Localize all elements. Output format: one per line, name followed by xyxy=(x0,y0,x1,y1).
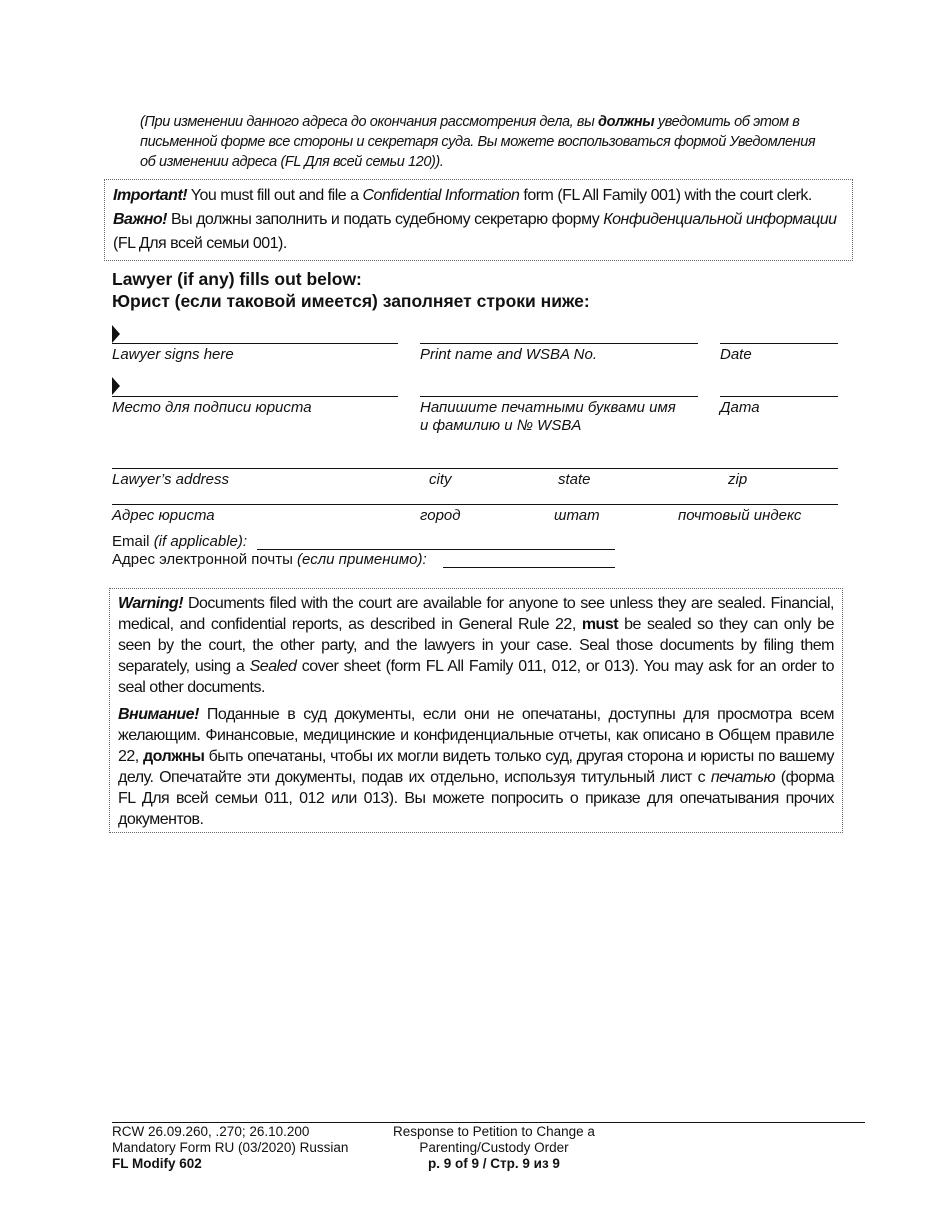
warning-en-label: Warning! xyxy=(118,595,184,612)
email-line-ru[interactable] xyxy=(443,567,615,568)
important-ru-label: Важно! xyxy=(113,211,167,228)
lawyer-signature-line-ru[interactable] xyxy=(112,396,398,397)
footer-left xyxy=(112,1124,348,1172)
footer-title-2: Parenting/Custody Order xyxy=(419,1140,569,1155)
print-name-line-ru[interactable] xyxy=(420,396,698,397)
note-bold: должны xyxy=(598,114,655,130)
important-en xyxy=(113,184,844,208)
lawyer-heading-ru: Юрист (если таковой имеется) заполняет строки ниже: xyxy=(112,291,590,311)
important-en-text2: form (FL All Family 001) with the court clerk. xyxy=(519,187,812,204)
warning-ru-text1: Поданные в суд документы, если они не опечатаны, доступны для просмотра всем желающим. Финансовые, медицинские и конфиденциальные отчеты, как описано в Общем правиле 22, xyxy=(118,706,834,765)
footer-title-1: Response to Petition to Change a xyxy=(393,1124,595,1139)
note-text-1: (При изменении данного адреса до окончания рассмотрения дела, вы xyxy=(140,114,598,130)
date-line-ru[interactable] xyxy=(720,396,838,397)
sign-here-arrow-icon xyxy=(112,325,120,343)
warning-en-bold: must xyxy=(581,616,619,633)
warning-en-italic: Sealed xyxy=(249,658,297,675)
state-label-ru: штат xyxy=(554,507,600,524)
footer-rule xyxy=(112,1122,865,1123)
lawyer-section-heading xyxy=(112,268,590,312)
warning-notice-box xyxy=(109,588,843,833)
important-notice-box xyxy=(104,179,853,261)
lawyer-address-label-ru: Адрес юриста xyxy=(112,507,215,524)
warning-en xyxy=(118,593,834,698)
footer-rcw: RCW 26.09.260, .270; 26.10.200 xyxy=(112,1124,310,1139)
lawyer-signs-here-label-ru: Место для подписи юриста xyxy=(112,399,312,416)
important-ru-text2: (FL Для всей семьи 001). xyxy=(113,235,287,252)
warning-ru-bold: должны xyxy=(143,748,205,765)
print-name-label: Print name and WSBA No. xyxy=(420,346,598,363)
lawyer-address-line-ru[interactable] xyxy=(112,504,838,505)
footer-center xyxy=(380,1124,608,1172)
warning-ru xyxy=(118,704,834,830)
footer-page-number: p. 9 of 9 / Стр. 9 из 9 xyxy=(428,1156,560,1171)
note-text-2: уведомить об этом в письменной форме все стороны и секретаря суда. Вы можете воспользоваться формой Уведомления об изменении адреса (FL Для всей семьи 120)). xyxy=(140,114,816,170)
date-line[interactable] xyxy=(720,343,838,344)
email-en-italic: (if applicable): xyxy=(153,533,248,550)
city-label-ru: город xyxy=(420,507,461,524)
lawyer-address-line[interactable] xyxy=(112,468,838,469)
important-ru-italic: Конфиденциальной информации xyxy=(603,211,837,228)
important-ru-text1: Вы должны заполнить и подать судебному секретарю форму xyxy=(167,211,604,228)
date-label: Date xyxy=(720,346,752,363)
email-line[interactable] xyxy=(257,549,615,550)
warning-ru-text2: быть опечатаны, чтобы их могли видеть только суд, другая сторона и юристы по вашему делу. Опечатайте эти документы, подав их отдельно, используя титульный лист с xyxy=(118,748,834,786)
email-en-text: Email xyxy=(112,533,154,550)
warning-ru-italic: печатью xyxy=(710,769,776,786)
print-name-label-ru xyxy=(420,399,676,435)
state-label: state xyxy=(558,471,591,488)
email-label-en xyxy=(112,533,247,551)
date-label-ru: Дата xyxy=(720,399,760,416)
warning-ru-text3: (форма FL Для всей семьи 011, 012 или 013). Вы можете попросить о приказе для опечатывания прочих документов. xyxy=(118,769,834,828)
lawyer-address-label: Lawyer’s address xyxy=(112,471,230,488)
footer-form-id: FL Modify 602 xyxy=(112,1156,202,1171)
print-name-ru-line2: и фамилию и № WSBA xyxy=(420,417,582,434)
sign-here-arrow-icon-ru xyxy=(112,377,120,395)
warning-ru-label: Внимание! xyxy=(118,706,199,723)
warning-en-text3: cover sheet (form FL All Family 011, 012, or 013). You may ask for an order to seal other documents. xyxy=(118,658,834,696)
important-en-label: Important! xyxy=(113,187,188,204)
print-name-line[interactable] xyxy=(420,343,698,344)
lawyer-signature-line[interactable] xyxy=(112,343,398,344)
email-label-ru xyxy=(112,551,427,569)
warning-en-text1: Documents filed with the court are available for anyone to see unless they are sealed. Financial, medical, and confidential reports, as described in General Rule 22, xyxy=(118,595,834,633)
address-change-note xyxy=(140,112,820,172)
email-ru-italic: (если применимо): xyxy=(297,551,427,568)
lawyer-signs-here-label: Lawyer signs here xyxy=(112,346,234,363)
important-en-text1: You must fill out and file a xyxy=(187,187,363,204)
email-ru-text: Адрес электронной почты xyxy=(112,551,298,568)
important-en-italic: Confidential Information xyxy=(362,187,520,204)
footer-form-info: Mandatory Form RU (03/2020) Russian xyxy=(112,1140,349,1155)
lawyer-heading-en: Lawyer (if any) fills out below: xyxy=(112,269,362,289)
warning-en-text2: be sealed so they can only be seen by the court, the other party, and the lawyers in your case. Seal those documents by filing them separately, using a xyxy=(118,616,834,675)
print-name-ru-line1: Напишите печатными буквами имя xyxy=(420,399,676,416)
city-label: city xyxy=(429,471,452,488)
zip-label: zip xyxy=(728,471,748,488)
zip-label-ru: почтовый индекс xyxy=(678,507,802,524)
important-ru xyxy=(113,208,844,256)
